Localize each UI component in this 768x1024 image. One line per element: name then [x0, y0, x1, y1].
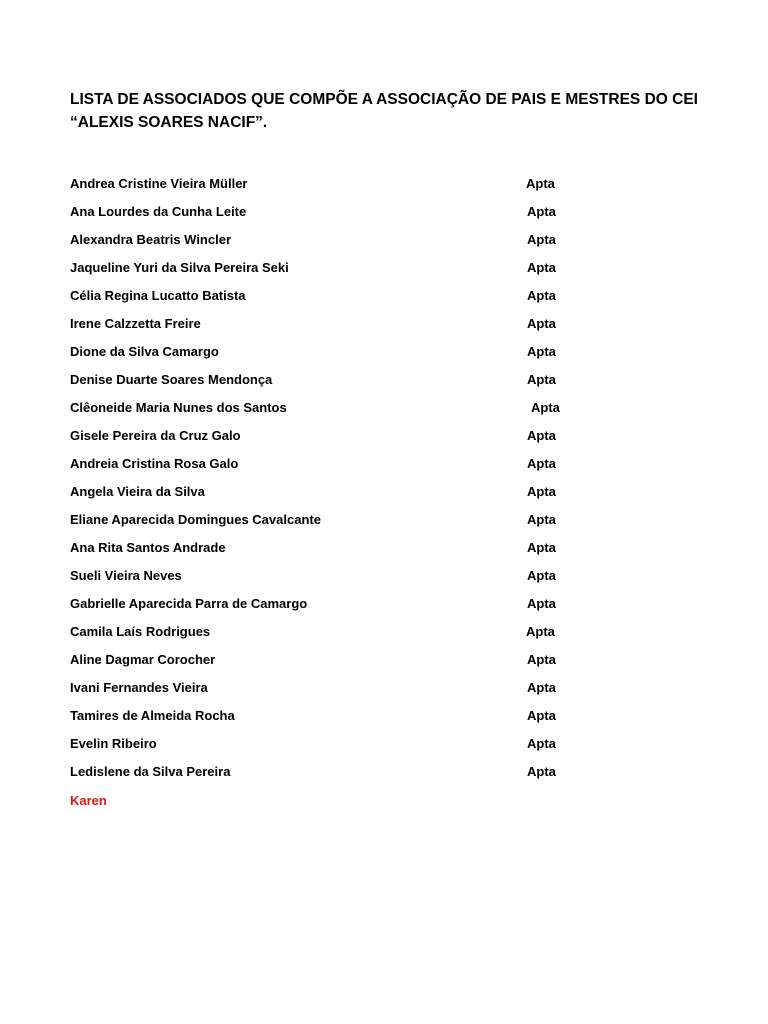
member-name: Tamires de Almeida Rocha: [70, 708, 235, 723]
member-status: Apta: [527, 316, 556, 331]
member-name: Ledislene da Silva Pereira: [70, 764, 231, 779]
member-status: Apta: [531, 400, 560, 415]
member-status: Apta: [527, 260, 556, 275]
member-name: Ivani Fernandes Vieira: [70, 680, 208, 695]
member-name: Sueli Vieira Neves: [70, 568, 182, 583]
member-status: Apta: [527, 204, 556, 219]
member-row: [70, 762, 590, 790]
member-row: [70, 510, 590, 538]
member-row: [70, 594, 590, 622]
member-row: [70, 370, 590, 398]
member-row: [70, 230, 590, 258]
member-name: Alexandra Beatris Wincler: [70, 232, 232, 247]
member-status: Apta: [527, 652, 556, 667]
member-status: Apta: [527, 680, 556, 695]
member-name: Clêoneide Maria Nunes dos Santos: [70, 400, 287, 415]
member-name: Andreia Cristina Rosa Galo: [70, 456, 239, 471]
member-row: [70, 622, 590, 650]
member-status: Apta: [526, 624, 555, 639]
member-name: Aline Dagmar Corocher: [70, 652, 216, 667]
title-line-2: “ALEXIS SOARES NACIF”.: [70, 114, 268, 131]
member-name: Andrea Cristine Vieira Müller: [70, 176, 248, 191]
member-row: [70, 734, 590, 762]
member-row: [70, 314, 590, 342]
member-status: Apta: [527, 344, 556, 359]
member-row: [70, 174, 590, 202]
member-name: Irene Calzzetta Freire: [70, 316, 201, 331]
member-row: [70, 650, 590, 678]
member-status: Apta: [526, 176, 555, 191]
title-line-1: LISTA DE ASSOCIADOS QUE COMPÕE A ASSOCIAÇÃO DE PAIS E MESTRES DO CEI: [70, 91, 698, 108]
member-status: Apta: [527, 512, 556, 527]
member-name: Dione da Silva Camargo: [70, 344, 219, 359]
member-status: Apta: [527, 288, 556, 303]
member-row: [70, 398, 590, 426]
member-row: [70, 678, 590, 706]
member-row: [70, 426, 590, 454]
member-status: Apta: [527, 764, 556, 779]
pending-member-name: Karen: [70, 793, 107, 808]
member-row: [70, 454, 590, 482]
member-status: Apta: [527, 484, 556, 499]
member-status: Apta: [527, 456, 556, 471]
member-status: Apta: [527, 428, 556, 443]
member-row: [70, 258, 590, 286]
member-name: Evelin Ribeiro: [70, 736, 157, 751]
member-name: Jaqueline Yuri da Silva Pereira Seki: [70, 260, 289, 275]
member-name: Gisele Pereira da Cruz Galo: [70, 428, 241, 443]
member-status: Apta: [527, 596, 556, 611]
member-status: Apta: [527, 372, 556, 387]
member-row: [70, 286, 590, 314]
member-status: Apta: [527, 568, 556, 583]
member-row: [70, 706, 590, 734]
member-name: Angela Vieira da Silva: [70, 484, 205, 499]
member-row: [70, 566, 590, 594]
member-name: Ana Lourdes da Cunha Leite: [70, 204, 247, 219]
member-status: Apta: [527, 232, 556, 247]
document-title: [70, 88, 698, 134]
member-name: Célia Regina Lucatto Batista: [70, 288, 246, 303]
member-list: [70, 174, 590, 790]
member-status: Apta: [527, 736, 556, 751]
member-name: Eliane Aparecida Domingues Cavalcante: [70, 512, 321, 527]
member-row: [70, 482, 590, 510]
member-row: [70, 538, 590, 566]
member-row: [70, 342, 590, 370]
member-name: Camila Laís Rodrigues: [70, 624, 211, 639]
member-status: Apta: [527, 540, 556, 555]
member-name: Gabrielle Aparecida Parra de Camargo: [70, 596, 308, 611]
member-name: Ana Rita Santos Andrade: [70, 540, 226, 555]
member-status: Apta: [527, 708, 556, 723]
member-row: [70, 202, 590, 230]
member-name: Denise Duarte Soares Mendonça: [70, 372, 273, 387]
